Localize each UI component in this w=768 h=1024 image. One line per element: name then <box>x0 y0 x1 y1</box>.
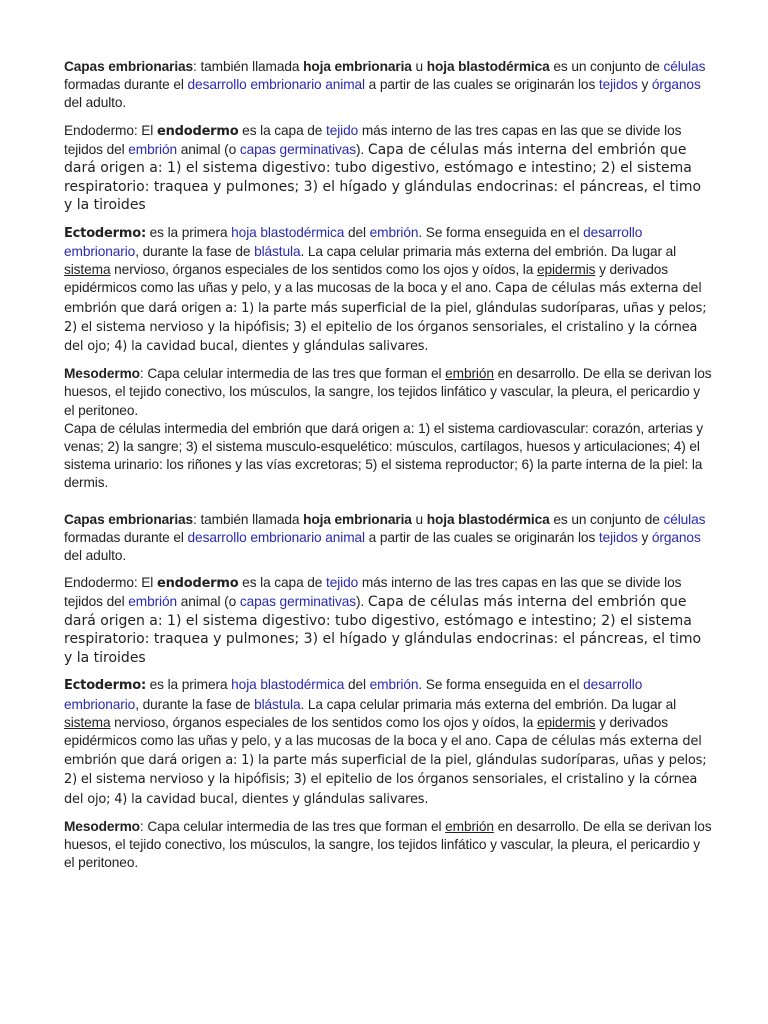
text: formadas durante el <box>64 529 188 545</box>
text: a partir de las cuales se originarán los <box>364 77 599 93</box>
text: Capa de células más externa del embrión que dará origen a: 1) la parte más superficial de la piel, glándulas sudoríparas, uñas y pelos; 2) el sistema nervioso y la hipófisis; 3) el epitelio de los órganos sensoriales, el cristalino y la córnea del ojo; 4) la cavidad bucal, dientes y glándulas salivares. <box>64 734 707 807</box>
text: en desarrollo. De ella se derivan los huesos, el tejido conectivo, los músculos, la sangre, los tejidos linfático y vascular, la pleura, el pericardio y el peritoneo. <box>64 366 712 418</box>
term: endodermo <box>156 576 239 592</box>
link-epidermis[interactable]: epidermis <box>536 262 596 278</box>
text: formadas durante el <box>64 77 188 93</box>
text: ). <box>355 594 368 610</box>
link-desarrollo-embrionario-animal[interactable]: desarrollo embrionario animal <box>187 77 365 93</box>
text: nervioso, órganos especiales de los sentidos como los ojos y oídos, la <box>110 262 537 278</box>
term: hoja embrionaria <box>303 511 412 527</box>
text: : Capa celular intermedia de las tres que forman el <box>139 818 446 834</box>
text: ). <box>355 141 368 157</box>
link-embrion[interactable]: embrión <box>369 224 419 240</box>
text: . La capa celular primaria más externa del embrión. Da lugar al <box>300 696 677 712</box>
link-embrion[interactable]: embrión <box>128 141 178 157</box>
link-capas-germinativas[interactable]: capas germinativas <box>239 141 356 157</box>
link-embrion[interactable]: embrión <box>445 818 494 834</box>
link-blastula[interactable]: blástula <box>254 244 301 260</box>
text: del adulto. <box>64 548 127 564</box>
text: más interno de las tres capas en las que se divide los tejidos del <box>64 575 682 610</box>
mesodermo-paragraph <box>64 818 712 873</box>
text: nervioso, órganos especiales de los sentidos como los ojos y oídos, la <box>110 714 537 730</box>
text: del <box>344 224 370 240</box>
text: . Se forma enseguida en el <box>418 224 584 240</box>
text: . Se forma enseguida en el <box>418 677 584 693</box>
term: hoja blastodérmica <box>426 59 550 74</box>
text: es la capa de <box>238 575 327 591</box>
link-desarrollo-embrionario-animal[interactable]: desarrollo embrionario animal <box>187 529 365 545</box>
text: : Capa celular intermedia de las tres que forman el <box>139 366 446 382</box>
text: más interno de las tres capas en las que se divide los tejidos del <box>64 122 682 157</box>
text: es la primera <box>145 224 232 240</box>
term: Ectodermo: <box>64 225 146 241</box>
text: y derivados epidérmicos como las uñas y pelo, y a las mucosas de la boca y el ano. <box>64 262 668 296</box>
link-celulas[interactable]: células <box>663 59 706 74</box>
text: u <box>411 511 427 527</box>
term: Capas embrionarias <box>64 511 194 527</box>
intro-paragraph <box>64 511 712 566</box>
link-capas-germinativas[interactable]: capas germinativas <box>239 594 356 610</box>
endodermo-paragraph <box>64 574 712 667</box>
term: Ectodermo: <box>64 678 146 694</box>
link-organos[interactable]: órganos <box>651 529 701 545</box>
text: Endodermo: El <box>64 575 157 591</box>
text: y <box>637 529 652 545</box>
link-hoja-blastodermica[interactable]: hoja blastodérmica <box>231 677 345 693</box>
link-hoja-blastodermica[interactable]: hoja blastodérmica <box>231 224 345 240</box>
term: Mesodermo <box>64 366 140 382</box>
endodermo-paragraph <box>64 122 712 215</box>
text: Capa de células más interna del embrión que dará origen a: 1) el sistema digestivo: tubo digestivo, estómago e intestino; 2) el sistema respiratorio: traquea y pulmones; 3) el hígado y glándulas endocrinas: el páncreas, el timo y la tiroides <box>64 141 702 214</box>
term: Mesodermo <box>64 818 140 834</box>
link-embrion[interactable]: embrión <box>128 594 178 610</box>
link-epidermis[interactable]: epidermis <box>536 714 596 730</box>
text: es la capa de <box>238 122 327 138</box>
text: es un conjunto de <box>549 511 664 527</box>
document-body <box>64 58 712 882</box>
text: Capa de células intermedia del embrión que dará origen a: 1) el sistema cardiovascular: corazón, arterias y venas; 2) la sangre; 3) el sistema musculo-esquelético: músculos, cartílagos, huesos y articulaciones; 4) el sistema urinario: los riñones y las vías excretoras; 5) el sistema reproductor; 6) la parte interna de la piel: la dermis. <box>64 420 704 491</box>
link-tejidos[interactable]: tejidos <box>598 529 638 545</box>
text: y derivados epidérmicos como las uñas y pelo, y a las mucosas de la boca y el ano. <box>64 714 668 749</box>
term: Capas embrionarias <box>64 59 194 74</box>
mesodermo-paragraph <box>64 365 712 492</box>
text: : también llamada <box>193 511 304 527</box>
ectodermo-paragraph <box>64 224 712 356</box>
link-desarrollo-embrionario[interactable]: desarrollo embrionario <box>64 677 643 712</box>
text: es la primera <box>145 677 232 693</box>
text: a partir de las cuales se originarán los <box>364 529 599 545</box>
link-organos[interactable]: órganos <box>651 77 701 93</box>
term: hoja blastodérmica <box>426 511 550 527</box>
text: y <box>637 77 652 93</box>
link-embrion[interactable]: embrión <box>445 366 494 382</box>
text: : también llamada <box>193 59 304 74</box>
text: , durante la fase de <box>135 696 255 712</box>
text: Capa de células más interna del embrión que dará origen a: 1) el sistema digestivo: tubo digestivo, estómago e intestino; 2) el sistema respiratorio: traquea y pulmones; 3) el hígado y glándulas endocrinas: el páncreas, el timo y la tiroides <box>64 594 702 666</box>
link-blastula[interactable]: blástula <box>254 696 301 712</box>
text: es un conjunto de <box>549 59 664 74</box>
link-desarrollo-embrionario[interactable]: desarrollo embrionario <box>64 224 643 260</box>
text: del <box>344 677 370 693</box>
term: endodermo <box>156 123 239 139</box>
text: . La capa celular primaria más externa del embrión. Da lugar al <box>300 244 677 260</box>
text: Capa de células más externa del embrión que dará origen a: 1) la parte más superficial de la piel, glándulas sudoríparas, uñas y pelos; 2) el sistema nervioso y la hipófisis; 3) el epitelio de los órganos sensoriales, el cristalino y la córnea del ojo; 4) la cavidad bucal, dientes y glándulas salivares. <box>64 281 707 355</box>
text: u <box>411 59 427 74</box>
link-embrion[interactable]: embrión <box>369 677 419 693</box>
text: Endodermo: El <box>64 122 157 138</box>
link-celulas[interactable]: células <box>663 511 706 527</box>
link-tejido[interactable]: tejido <box>326 575 359 591</box>
link-sistema[interactable]: sistema <box>64 714 111 730</box>
text: , durante la fase de <box>135 244 255 260</box>
term: hoja embrionaria <box>303 59 412 74</box>
text: animal (o <box>177 141 240 157</box>
link-sistema[interactable]: sistema <box>64 262 111 278</box>
ectodermo-paragraph <box>64 676 712 808</box>
link-tejidos[interactable]: tejidos <box>598 77 638 93</box>
text: del adulto. <box>64 95 127 111</box>
text: animal (o <box>177 594 240 610</box>
text: en desarrollo. De ella se derivan los huesos, el tejido conectivo, los músculos, la sangre, los tejidos linfático y vascular, la pleura, el pericardio y el peritoneo. <box>64 818 712 871</box>
link-tejido[interactable]: tejido <box>326 122 359 138</box>
intro-paragraph <box>64 58 712 113</box>
